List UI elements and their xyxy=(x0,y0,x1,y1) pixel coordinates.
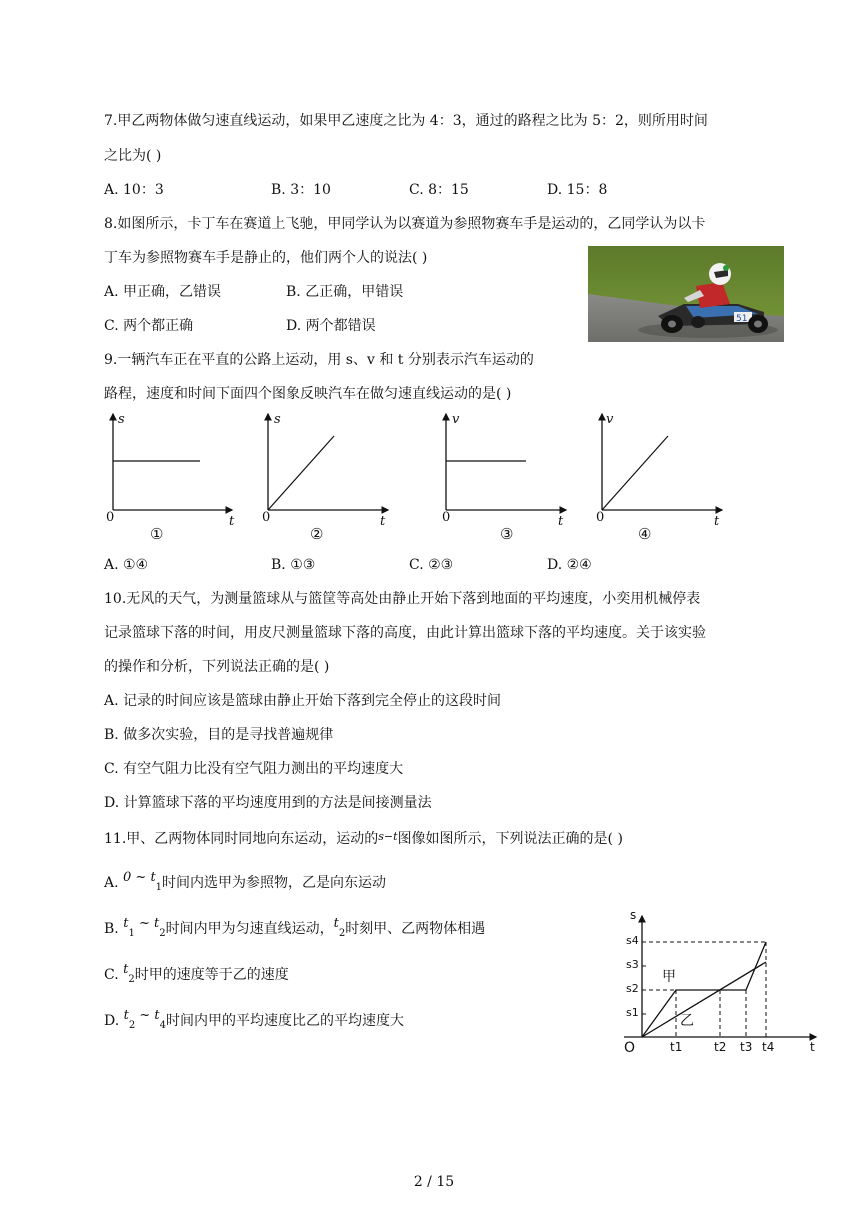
q9-option-c[interactable]: C. ②③ xyxy=(409,557,454,573)
q11-option-a-math: 0 ~ t xyxy=(123,870,156,885)
q11-graph-label-jia: 甲 xyxy=(662,969,676,985)
q9-graph-2-ylabel: s xyxy=(274,412,281,427)
q10-stem-line3: 的操作和分析，下列说法正确的是( ) xyxy=(104,659,330,675)
q8-option-b[interactable]: B. 乙正确，甲错误 xyxy=(286,284,404,300)
q8-stem-line1: 8.如图所示，卡丁车在赛道上飞驰，甲同学认为以赛道为参照物赛车手是运动的，乙同学认为以卡 xyxy=(104,216,706,232)
q9-graph-1-xlabel: t xyxy=(229,514,235,529)
q9-graph-4 xyxy=(588,408,738,548)
q11-option-c-text: 时甲的速度等于乙的速度 xyxy=(134,967,289,983)
q9-graph-1-ylabel: s xyxy=(118,412,125,427)
q11-option-d-sub1: 2 xyxy=(128,1020,136,1031)
q9-graph-3-tag: ③ xyxy=(500,525,514,543)
q9-option-b[interactable]: B. ①③ xyxy=(271,557,316,573)
q11-graph-x-tick-t2: t2 xyxy=(714,1040,727,1054)
q7-option-c[interactable]: C. 8：15 xyxy=(409,182,469,198)
q11-option-b-mid: ~ t xyxy=(134,916,160,931)
q9-graph-2-tag: ② xyxy=(310,525,324,543)
q9-graph-3-xlabel: t xyxy=(558,514,564,529)
q11-option-b-math: t xyxy=(123,916,129,931)
q11-option-d-text: 时间内甲的平均速度比乙的平均速度大 xyxy=(166,1013,405,1029)
q10-stem-line2: 记录篮球下落的时间，用皮尺测量篮球下落的高度，由此计算出篮球下落的平均速度。关于该实验 xyxy=(104,625,706,641)
q11-st-graph-svg xyxy=(616,910,826,1060)
q11-st-graph xyxy=(616,910,826,1060)
q11-graph-origin: O xyxy=(624,1040,636,1056)
q7-option-b[interactable]: B. 3：10 xyxy=(271,182,331,198)
q11-graph-x-tick-t3: t3 xyxy=(740,1040,753,1054)
q9-option-d[interactable]: D. ②④ xyxy=(547,557,592,573)
q8-options-row1 xyxy=(104,282,564,302)
q11-graph-y-axis-label: s xyxy=(630,908,637,922)
q11-option-a-sub: 1 xyxy=(155,882,163,893)
q11-option-b-sub3: 2 xyxy=(338,928,346,939)
q11-option-d-letter: D. xyxy=(104,1013,124,1029)
q8-option-a[interactable]: A. 甲正确，乙错误 xyxy=(104,284,222,300)
q11-option-b-sub1: 1 xyxy=(128,928,135,939)
q9-graphs xyxy=(96,408,736,548)
q9-graph-4-xlabel: t xyxy=(714,514,720,529)
q11-option-a-letter: A. xyxy=(104,875,124,891)
q11-option-d-math: t xyxy=(123,1008,129,1023)
go-kart-illustration xyxy=(588,246,784,342)
q9-graph-1 xyxy=(96,408,246,548)
q7-options xyxy=(104,180,804,200)
q11-option-b-math2: t xyxy=(333,916,339,931)
q9-graph-3 xyxy=(434,408,584,548)
q7-stem-line2: 之比为( ) xyxy=(104,148,162,164)
q9-graph-4-tag: ④ xyxy=(638,525,652,543)
q11-graph-y-tick-s4: s4 xyxy=(626,934,639,947)
q10-option-a[interactable]: A. 记录的时间应该是篮球由静止开始下落到完全停止的这段时间 xyxy=(104,693,502,709)
q9-graph-2 xyxy=(254,408,404,548)
q11-stem-post: 图像如图所示，下列说法正确的是( ) xyxy=(397,831,623,847)
q11-option-d-sub2: 4 xyxy=(159,1020,167,1031)
q11-option-c-math: t xyxy=(123,962,129,977)
q11-option-c-letter: C. xyxy=(104,967,124,983)
q11-option-b-letter: B. xyxy=(104,921,124,937)
q11-option-c[interactable] xyxy=(104,960,289,990)
q11-graph-y-tick-s2: s2 xyxy=(626,982,639,995)
q11-option-b-text2: 时刻甲、乙两物体相遇 xyxy=(345,921,486,937)
q9-graph-4-ylabel: v xyxy=(606,412,614,427)
q10-stem-line1: 10.无风的天气，为测量篮球从与篮筐等高处由静止开始下落到地面的平均速度，小奕用机械停表 xyxy=(104,591,701,607)
go-kart-photo xyxy=(588,246,784,342)
q7-option-d[interactable]: D. 15：8 xyxy=(547,182,608,198)
q7-option-a[interactable]: A. 10：3 xyxy=(104,182,164,198)
q10-option-b[interactable]: B. 做多次实验，目的是寻找普遍规律 xyxy=(104,727,334,743)
q9-graph-1-svg xyxy=(96,408,246,548)
q11-option-b-sub2: 2 xyxy=(159,928,166,939)
q9-graph-4-origin: 0 xyxy=(596,510,605,525)
q9-graph-2-xlabel: t xyxy=(380,514,386,529)
q8-stem-line2: 丁车为参照物赛车手是静止的，他们两个人的说法( ) xyxy=(104,250,428,266)
page-number: 2 / 15 xyxy=(413,1174,455,1190)
q11-stem-pre: 11.甲、乙两物体同时同地向东运动，运动的 xyxy=(104,831,379,847)
q9-options xyxy=(104,555,804,575)
q9-graph-1-origin: 0 xyxy=(106,510,115,525)
q11-option-c-sub: 2 xyxy=(128,974,135,985)
q11-option-a[interactable] xyxy=(104,868,386,898)
q9-graph-2-origin: 0 xyxy=(262,510,271,525)
q8-option-d[interactable]: D. 两个都错误 xyxy=(286,318,376,334)
q11-graph-x-axis-label: t xyxy=(810,1040,815,1054)
q11-option-b[interactable] xyxy=(104,914,485,944)
q11-stem xyxy=(104,827,623,849)
q11-graph-label-yi: 乙 xyxy=(680,1013,694,1029)
q11-graph-x-tick-t1: t1 xyxy=(670,1040,683,1054)
q9-stem-line1: 9.一辆汽车正在平直的公路上运动，用 s、v 和 t 分别表示汽车运动的 xyxy=(104,352,534,368)
q11-stem-symbol: s−t xyxy=(378,830,398,843)
q11-option-a-text: 时间内选甲为参照物，乙是向东运动 xyxy=(162,875,387,891)
q8-option-c[interactable]: C. 两个都正确 xyxy=(104,318,194,334)
q7-stem-line1: 7.甲乙两物体做匀速直线运动，如果甲乙速度之比为 4：3，通过的路程之比为 5：2，则所用时间 xyxy=(104,113,708,129)
q9-stem-line2: 路程，速度和时间下面四个图象反映汽车在做匀速直线运动的是( ) xyxy=(104,386,512,402)
q11-option-b-text1: 时间内甲为匀速直线运动， xyxy=(165,921,334,937)
q9-graph-3-origin: 0 xyxy=(442,510,451,525)
kart-number: 51 xyxy=(736,314,748,324)
q11-graph-y-tick-s1: s1 xyxy=(626,1006,639,1019)
q9-graph-1-tag: ① xyxy=(150,525,164,543)
q9-option-a[interactable]: A. ①④ xyxy=(104,557,149,573)
q11-graph-x-tick-t4: t4 xyxy=(762,1040,775,1054)
q10-option-c[interactable]: C. 有空气阻力比没有空气阻力测出的平均速度大 xyxy=(104,761,404,777)
q11-option-d-mid: ~ t xyxy=(135,1008,160,1023)
q11-graph-y-tick-s3: s3 xyxy=(626,958,639,971)
q9-graph-3-ylabel: v xyxy=(452,412,460,427)
q11-option-d[interactable] xyxy=(104,1006,404,1036)
q10-option-d[interactable]: D. 计算篮球下落的平均速度用到的方法是间接测量法 xyxy=(104,795,432,811)
q8-options-row2 xyxy=(104,316,564,336)
